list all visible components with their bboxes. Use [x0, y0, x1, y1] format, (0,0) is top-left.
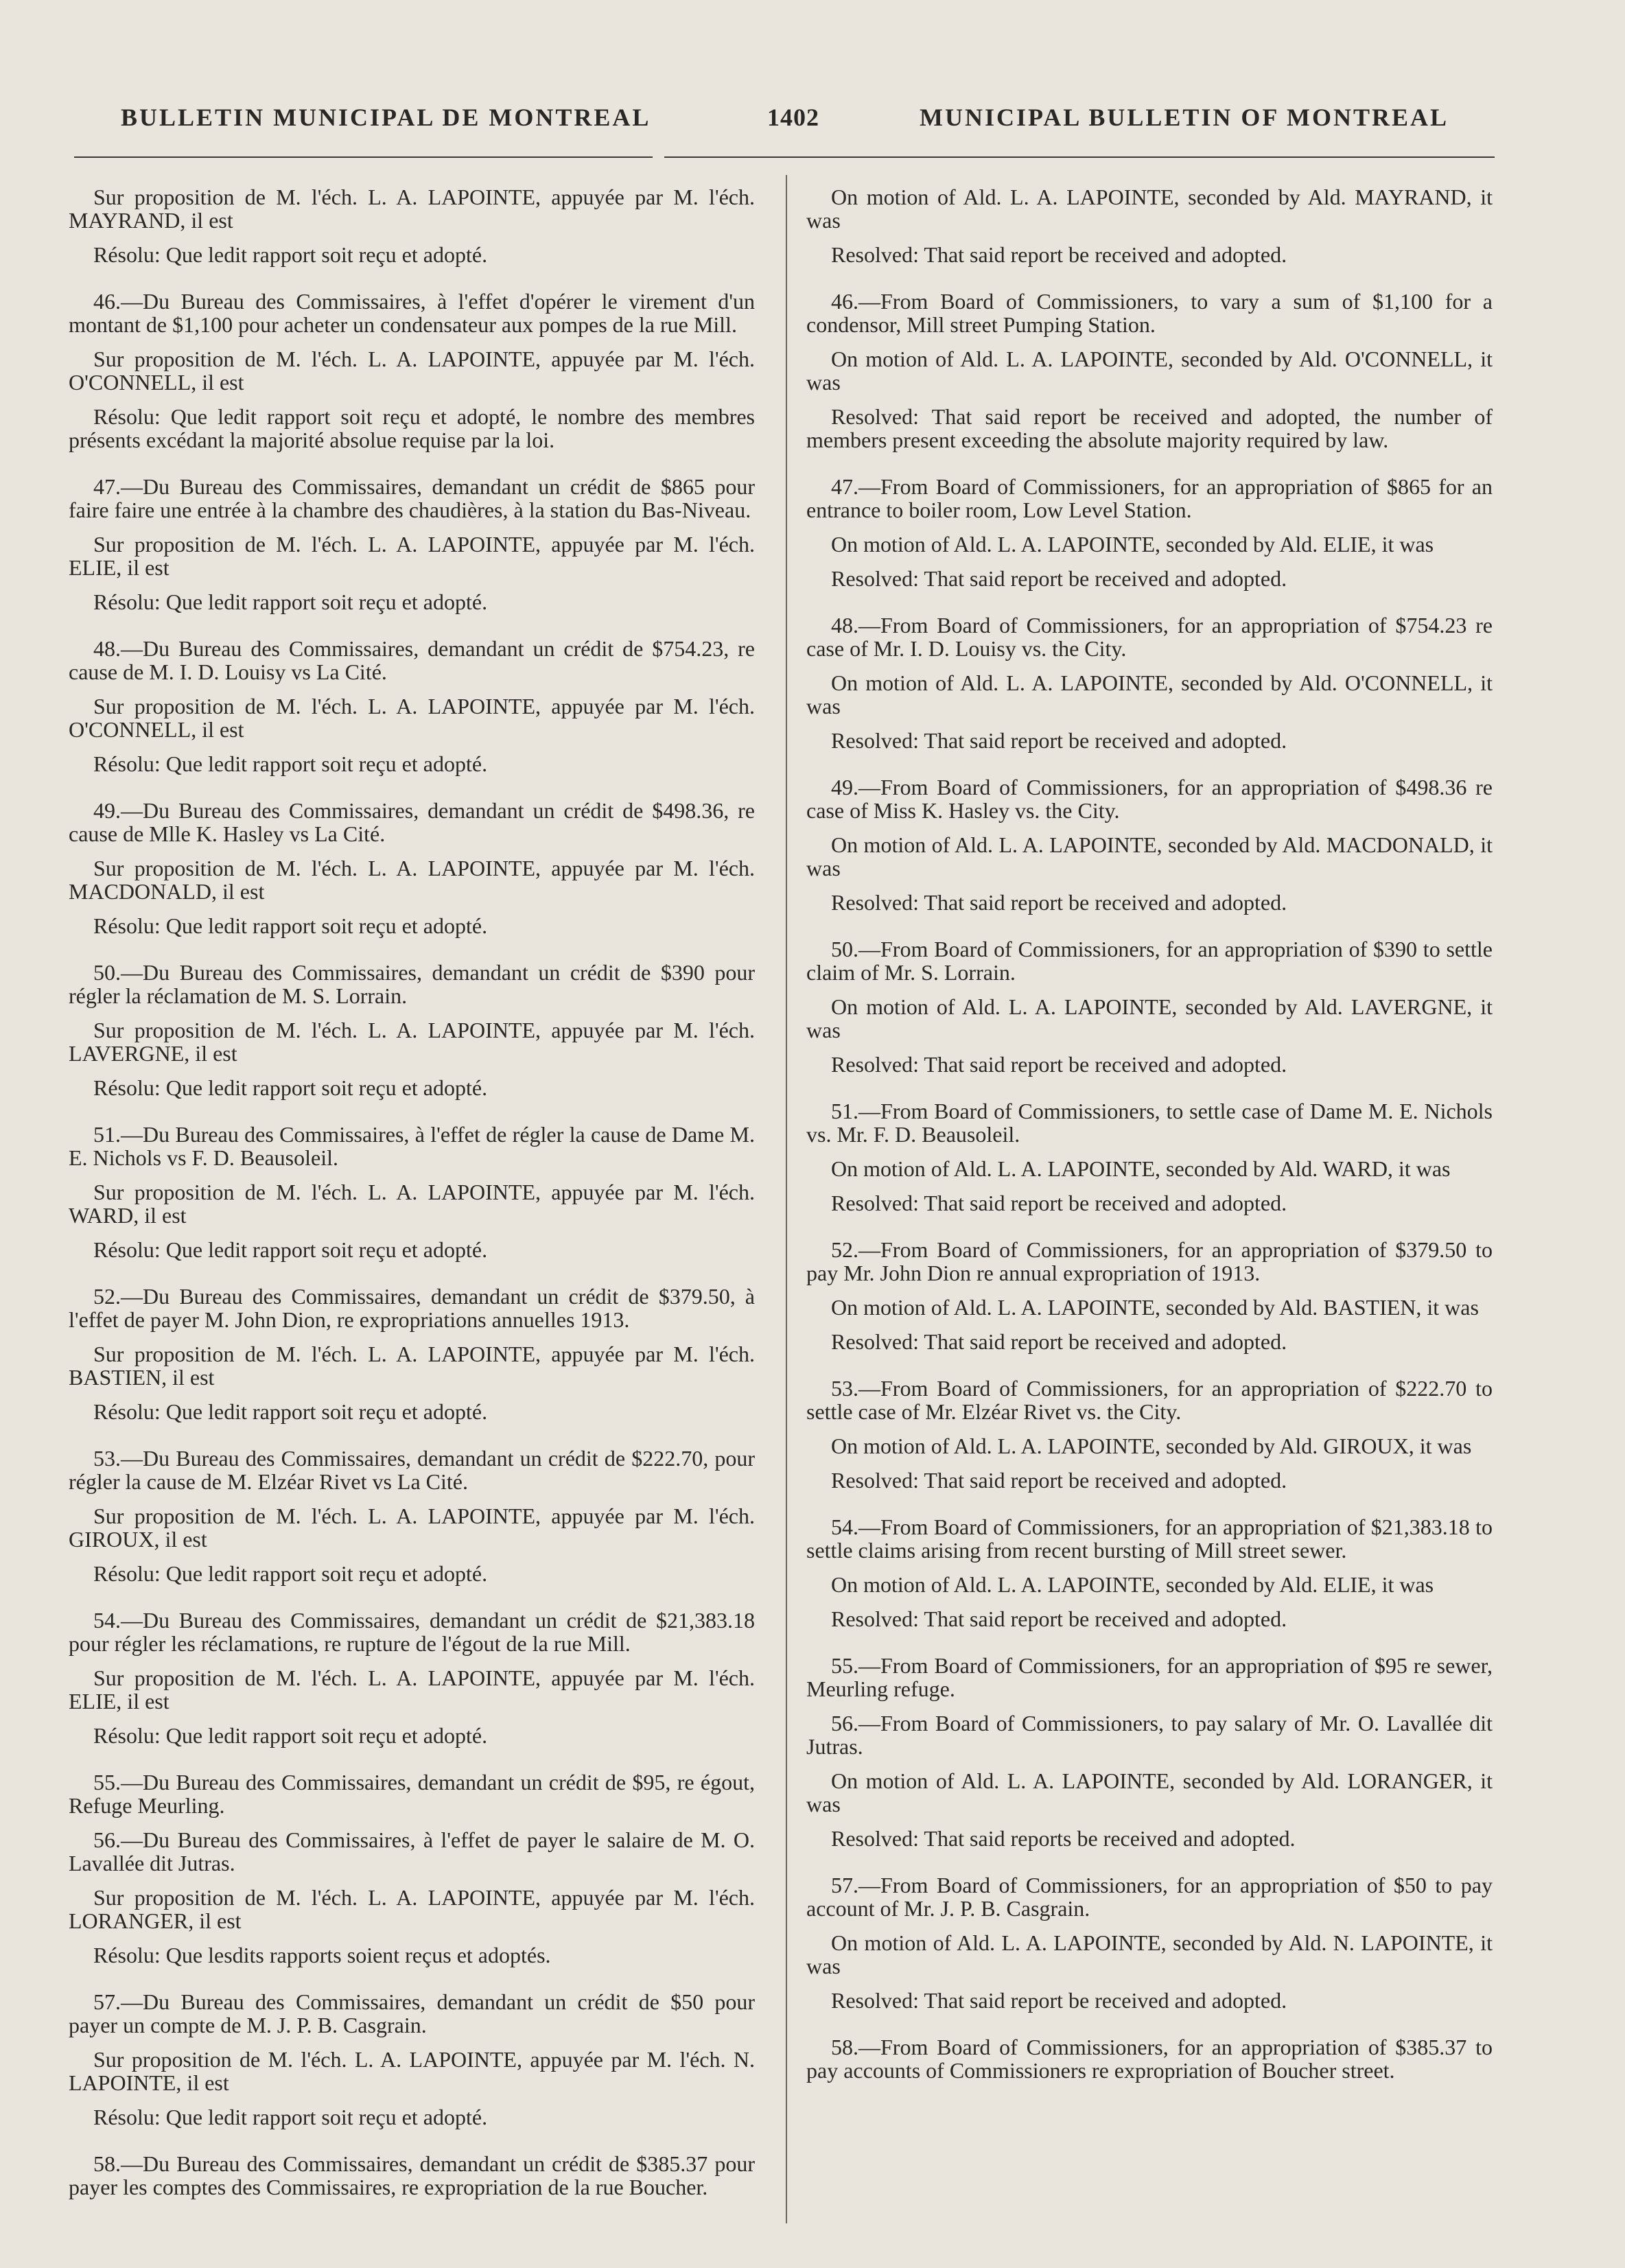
motion-paragraph: On motion of Ald. L. A. LAPOINTE, seconded by Ald. BASTIEN, it was — [831, 1295, 1479, 1320]
column-divider — [786, 175, 787, 2223]
resolution-paragraph: Resolved: That said report be received and adopted. — [831, 728, 1287, 753]
motion-paragraph: On motion of Ald. L. A. LAPOINTE, seconded by Ald. ELIE, it was — [831, 532, 1434, 557]
item-paragraph: 47.—Du Bureau des Commissaires, demandant un crédit de $865 pour faire faire une entrée à la chambre des chaudières, à la station du Bas-Niveau. — [69, 474, 755, 522]
resolution-paragraph: Resolved: That said report be received and adopted. — [831, 1191, 1287, 1215]
motion-paragraph: Sur proposition de M. l'éch. L. A. LAPOINTE, appuyée par M. l'éch. ELIE, il est — [69, 532, 755, 580]
motion-paragraph: On motion of Ald. L. A. LAPOINTE, seconded by Ald. N. LAPOINTE, it was — [806, 1930, 1493, 1978]
item-paragraph: 48.—Du Bureau des Commissaires, demandant un crédit de $754.23, re cause de M. I. D. Louisy vs La Cité. — [69, 636, 755, 684]
header-rule-right — [664, 156, 1495, 158]
item-paragraph: 58.—Du Bureau des Commissaires, demandant un crédit de $385.37 pour payer les comptes des Commissaires, re expropriation de la rue Boucher. — [69, 2151, 755, 2199]
item-paragraph: 56.—Du Bureau des Commissaires, à l'effet de payer le salaire de M. O. Lavallée dit Jutras. — [69, 1827, 755, 1875]
item-paragraph: 49.—From Board of Commissioners, for an appropriation of $498.36 re case of Miss K. Hasley vs. the City. — [806, 775, 1493, 823]
item-paragraph: 51.—From Board of Commissioners, to settle case of Dame M. E. Nichols vs. Mr. F. D. Beausoleil. — [806, 1099, 1493, 1147]
motion-paragraph: Sur proposition de M. l'éch. L. A. LAPOINTE, appuyée par M. l'éch. LORANGER, il est — [69, 1885, 755, 1933]
resolution-paragraph: Resolved: That said report be received and adopted. — [831, 242, 1287, 267]
header-title-english: MUNICIPAL BULLETIN OF MONTREAL — [920, 104, 1449, 131]
motion-paragraph: Sur proposition de M. l'éch. L. A. LAPOINTE, appuyée par M. l'éch. MAYRAND, il est — [69, 185, 755, 233]
item-paragraph: 58.—From Board of Commissioners, for an appropriation of $385.37 to pay accounts of Commissioners re expropriation of Boucher street. — [806, 2035, 1493, 2083]
item-paragraph: 56.—From Board of Commissioners, to pay salary of Mr. O. Lavallée dit Jutras. — [806, 1711, 1493, 1759]
resolution-paragraph: Resolved: That said report be received and adopted, the number of members present exceeding the absolute majority required by law. — [806, 404, 1493, 452]
item-paragraph: 51.—Du Bureau des Commissaires, à l'effet de régler la cause de Dame M. E. Nichols vs F. D. Beausoleil. — [69, 1122, 755, 1170]
motion-paragraph: Sur proposition de M. l'éch. L. A. LAPOINTE, appuyée par M. l'éch. O'CONNELL, il est — [69, 694, 755, 742]
motion-paragraph: On motion of Ald. L. A. LAPOINTE, seconded by Ald. MACDONALD, it was — [806, 832, 1493, 880]
resolution-paragraph: Résolu: Que ledit rapport soit reçu et adopté. — [93, 1723, 488, 1748]
resolution-paragraph: Resolved: That said report be received and adopted. — [831, 1468, 1287, 1493]
motion-paragraph: On motion of Ald. L. A. LAPOINTE, seconded by Ald. LORANGER, it was — [806, 1768, 1493, 1816]
resolution-paragraph: Résolu: Que ledit rapport soit reçu et adopté. — [93, 1399, 488, 1424]
resolution-paragraph: Résolu: Que ledit rapport soit reçu et adopté. — [93, 589, 488, 614]
resolution-paragraph: Résolu: Que ledit rapport soit reçu et adopté. — [93, 1561, 488, 1586]
item-paragraph: 53.—Du Bureau des Commissaires, demandant un crédit de $222.70, pour régler la cause de M. Elzéar Rivet vs La Cité. — [69, 1446, 755, 1494]
motion-paragraph: On motion of Ald. L. A. LAPOINTE, seconded by Ald. MAYRAND, it was — [806, 185, 1493, 233]
item-paragraph: 54.—Du Bureau des Commissaires, demandant un crédit de $21,383.18 pour régler les réclamations, re rupture de l'égout de la rue Mill. — [69, 1608, 755, 1656]
resolution-paragraph: Résolu: Que ledit rapport soit reçu et adopté. — [93, 751, 488, 776]
page-number: 1402 — [767, 104, 819, 131]
item-paragraph: 49.—Du Bureau des Commissaires, demandant un crédit de $498.36, re cause de Mlle K. Hasley vs La Cité. — [69, 798, 755, 846]
motion-paragraph: Sur proposition de M. l'éch. L. A. LAPOINTE, appuyée par M. l'éch. GIROUX, il est — [69, 1504, 755, 1552]
item-paragraph: 55.—Du Bureau des Commissaires, demandant un crédit de $95, re égout, Refuge Meurling. — [69, 1770, 755, 1818]
item-paragraph: 57.—Du Bureau des Commissaires, demandant un crédit de $50 pour payer un compte de M. J. P. B. Casgrain. — [69, 1989, 755, 2037]
item-paragraph: 53.—From Board of Commissioners, for an appropriation of $222.70 to settle case of Mr. Elzéar Rivet vs. the City. — [806, 1376, 1493, 1424]
item-paragraph: 52.—Du Bureau des Commissaires, demandant un crédit de $379.50, à l'effet de payer M. John Dion, re expropriations annuelles 1913. — [69, 1284, 755, 1332]
item-paragraph: 48.—From Board of Commissioners, for an appropriation of $754.23 re case of Mr. I. D. Louisy vs. the City. — [806, 613, 1493, 661]
header-title-french: BULLETIN MUNICIPAL DE MONTREAL — [121, 104, 651, 131]
item-paragraph: 46.—From Board of Commissioners, to vary a sum of $1,100 for a condensor, Mill street Pumping Station. — [806, 289, 1493, 337]
resolution-paragraph: Résolu: Que ledit rapport soit reçu et adopté, le nombre des membres présents excédant la majorité absolue requise par la loi. — [69, 404, 755, 452]
resolution-paragraph: Resolved: That said report be received and adopted. — [831, 566, 1287, 591]
resolution-paragraph: Resolved: That said report be received and adopted. — [831, 1329, 1287, 1354]
motion-paragraph: On motion of Ald. L. A. LAPOINTE, seconded by Ald. LAVERGNE, it was — [806, 994, 1493, 1042]
motion-paragraph: On motion of Ald. L. A. LAPOINTE, seconded by Ald. WARD, it was — [831, 1156, 1451, 1181]
english-column — [806, 185, 1493, 2093]
motion-paragraph: On motion of Ald. L. A. LAPOINTE, seconded by Ald. ELIE, it was — [831, 1572, 1434, 1597]
item-paragraph: 55.—From Board of Commissioners, for an appropriation of $95 re sewer, Meurling refuge. — [806, 1653, 1493, 1701]
motion-paragraph: On motion of Ald. L. A. LAPOINTE, seconded by Ald. O'CONNELL, it was — [806, 347, 1493, 395]
resolution-paragraph: Resolved: That said report be received and adopted. — [831, 1988, 1287, 2013]
resolution-paragraph: Résolu: Que ledit rapport soit reçu et adopté. — [93, 2105, 488, 2129]
resolution-paragraph: Resolved: That said report be received and adopted. — [831, 1052, 1287, 1077]
resolution-paragraph: Résolu: Que ledit rapport soit reçu et adopté. — [93, 242, 488, 267]
item-paragraph: 50.—Du Bureau des Commissaires, demandant un crédit de $390 pour régler la réclamation de M. S. Lorrain. — [69, 960, 755, 1008]
resolution-paragraph: Résolu: Que ledit rapport soit reçu et adopté. — [93, 1237, 488, 1262]
motion-paragraph: Sur proposition de M. l'éch. L. A. LAPOINTE, appuyée par M. l'éch. ELIE, il est — [69, 1665, 755, 1714]
item-paragraph: 57.—From Board of Commissioners, for an appropriation of $50 to pay account of Mr. J. P. B. Casgrain. — [806, 1873, 1493, 1921]
motion-paragraph: Sur proposition de M. l'éch. L. A. LAPOINTE, appuyée par M. l'éch. BASTIEN, il est — [69, 1342, 755, 1390]
item-paragraph: 54.—From Board of Commissioners, for an appropriation of $21,383.18 to settle claims arising from recent bursting of Mill street sewer. — [806, 1515, 1493, 1563]
motion-paragraph: Sur proposition de M. l'éch. L. A. LAPOINTE, appuyée par M. l'éch. WARD, il est — [69, 1180, 755, 1228]
resolution-paragraph: Résolu: Que ledit rapport soit reçu et adopté. — [93, 1075, 488, 1100]
item-paragraph: 46.—Du Bureau des Commissaires, à l'effet d'opérer le virement d'un montant de $1,100 pour acheter un condensateur aux pompes de la rue Mill. — [69, 289, 755, 337]
french-column — [69, 185, 755, 2210]
motion-paragraph: On motion of Ald. L. A. LAPOINTE, seconded by Ald. O'CONNELL, it was — [806, 670, 1493, 718]
resolution-paragraph: Resolved: That said report be received and adopted. — [831, 1606, 1287, 1631]
item-paragraph: 47.—From Board of Commissioners, for an appropriation of $865 for an entrance to boiler room, Low Level Station. — [806, 474, 1493, 522]
motion-paragraph: Sur proposition de M. l'éch. L. A. LAPOINTE, appuyée par M. l'éch. MACDONALD, il est — [69, 856, 755, 904]
resolution-paragraph: Resolved: That said reports be received and adopted. — [831, 1826, 1296, 1851]
resolution-paragraph: Resolved: That said report be received and adopted. — [831, 890, 1287, 915]
motion-paragraph: On motion of Ald. L. A. LAPOINTE, seconded by Ald. GIROUX, it was — [831, 1434, 1472, 1458]
header-rule-left — [74, 156, 653, 158]
motion-paragraph: Sur proposition de M. l'éch. L. A. LAPOINTE, appuyée par M. l'éch. N. LAPOINTE, il est — [69, 2047, 755, 2095]
item-paragraph: 52.—From Board of Commissioners, for an appropriation of $379.50 to pay Mr. John Dion re annual expropriation of 1913. — [806, 1237, 1493, 1285]
resolution-paragraph: Résolu: Que lesdits rapports soient reçus et adoptés. — [93, 1943, 551, 1967]
resolution-paragraph: Résolu: Que ledit rapport soit reçu et adopté. — [93, 913, 488, 938]
motion-paragraph: Sur proposition de M. l'éch. L. A. LAPOINTE, appuyée par M. l'éch. LAVERGNE, il est — [69, 1018, 755, 1066]
item-paragraph: 50.—From Board of Commissioners, for an appropriation of $390 to settle claim of Mr. S. Lorrain. — [806, 937, 1493, 985]
motion-paragraph: Sur proposition de M. l'éch. L. A. LAPOINTE, appuyée par M. l'éch. O'CONNELL, il est — [69, 347, 755, 395]
